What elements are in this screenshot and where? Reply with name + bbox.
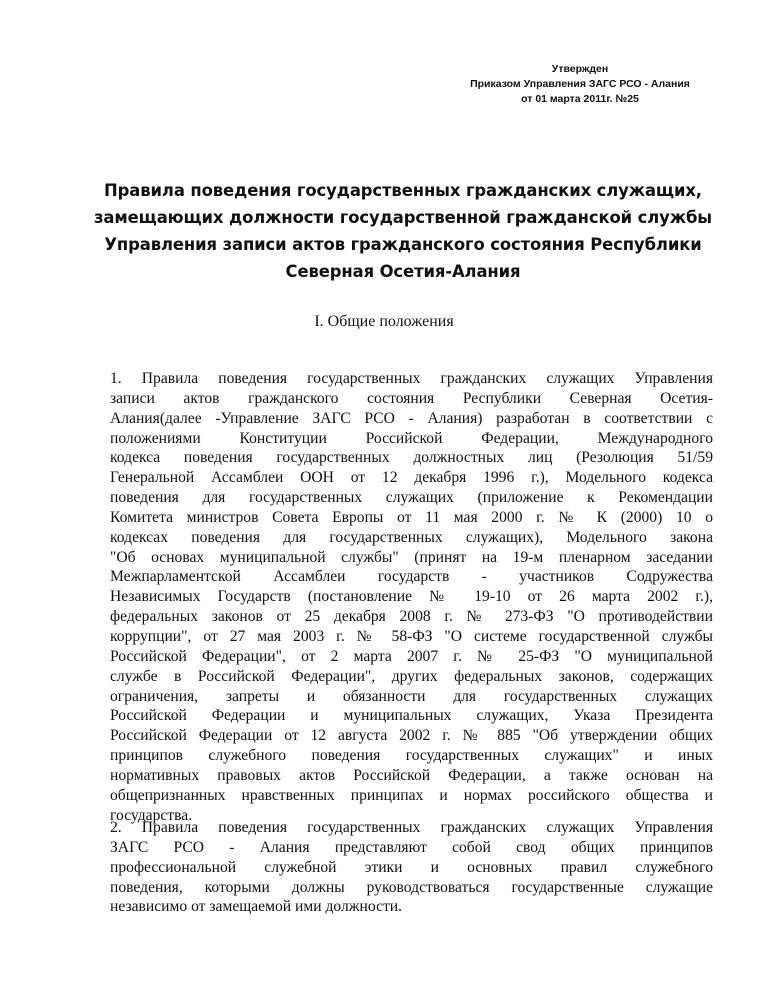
paragraph-line: коррупции", от 27 мая 2003 г. № 58-ФЗ "О системе государственной службы — [110, 627, 713, 645]
paragraph-line: Межпарламентской Ассамблеи государств - участников Содружества — [110, 568, 713, 586]
document-title — [88, 177, 718, 285]
paragraph-line: Комитета министров Совета Европы от 11 мая 2000 г. № К (2000) 10 о — [110, 508, 713, 526]
paragraph-line: Алания(далее -Управление ЗАГС РСО - Алания) разработан в соответствии с — [110, 409, 713, 427]
paragraph-line: записи актов гражданского состояния Республики Северная Осетия- — [110, 389, 713, 407]
paragraph-line: нормативных правовых актов Российской Федерации, а также основан на — [110, 766, 713, 784]
paragraph-line: ограничения, запреты и обязанности для государственных служащих — [110, 687, 713, 705]
paragraph-line: положениями Конституции Российской Федерации, Международного — [110, 429, 713, 447]
paragraph-line: Российской Федерации и муниципальных служащих, Указа Президента — [110, 707, 713, 725]
paragraph-line: независимо от замещаемой ими должности. — [110, 898, 403, 916]
paragraph-1 — [110, 369, 713, 825]
title-line: Управления записи актов гражданского состояния Республики — [104, 235, 702, 254]
paragraph-line: кодексах поведения для государственных служащих), Модельного закона — [110, 528, 713, 546]
paragraph-line: общепризнанных нравственных принципах и нормах российского общества и — [110, 786, 713, 804]
paragraph-2 — [110, 818, 713, 917]
section-heading: I. Общие положения — [314, 313, 454, 330]
paragraph-line: поведения, которыми должны руководствоваться государственные служащие — [110, 878, 713, 896]
title-line: Правила поведения государственных гражданских служащих, — [104, 181, 702, 200]
paragraph-line: федеральных законов от 25 декабря 2008 г. № 273-ФЗ "О противодействии — [110, 608, 713, 626]
approval-line: Приказом Управления ЗАГС РСО - Алания — [470, 78, 690, 90]
approval-line: Утвержден — [551, 63, 609, 75]
approval-stamp — [450, 62, 710, 107]
paragraph-line: Российской Федерации от 12 августа 2002 г. № 885 "Об утверждении общих — [110, 727, 713, 745]
paragraph-line: профессиональной служебной этики и основных правил служебного — [110, 858, 713, 876]
title-line: замещающих должности государственной гражданской службы — [93, 208, 713, 227]
paragraph-line: "Об основах муниципальной службы" (принят на 19-м пленарном заседании — [110, 548, 713, 566]
paragraph-line: кодекса поведения государственных должностных лиц (Резолюция 51/59 — [110, 449, 713, 467]
paragraph-line: Независимых Государств (постановление № 19-10 от 26 марта 2002 г.), — [110, 588, 713, 606]
paragraph-line: поведения для государственных служащих (приложение к Рекомендации — [110, 489, 713, 507]
paragraph-line: службе в Российской Федерации", других федеральных законов, содержащих — [110, 667, 713, 685]
paragraph-line: Генеральной Ассамблеи ООН от 12 декабря 1996 г.), Модельного кодекса — [110, 469, 713, 487]
paragraph-line: 1. Правила поведения государственных гражданских служащих Управления — [110, 370, 713, 387]
paragraph-line: ЗАГС РСО - Алания представляют собой свод общих принципов — [110, 838, 713, 856]
paragraph-line: принципов служебного поведения государственных служащих" и иных — [110, 747, 713, 765]
title-line: Северная Осетия-Алания — [285, 262, 521, 281]
paragraph-line: государства. — [110, 806, 193, 824]
paragraph-line: Российской Федерации", от 2 марта 2007 г. № 25-ФЗ "О муниципальной — [110, 647, 713, 665]
approval-line: от 01 марта 2011г. №25 — [521, 93, 639, 105]
paragraph-line: 2. Правила поведения государственных гражданских служащих Управления — [110, 819, 713, 836]
